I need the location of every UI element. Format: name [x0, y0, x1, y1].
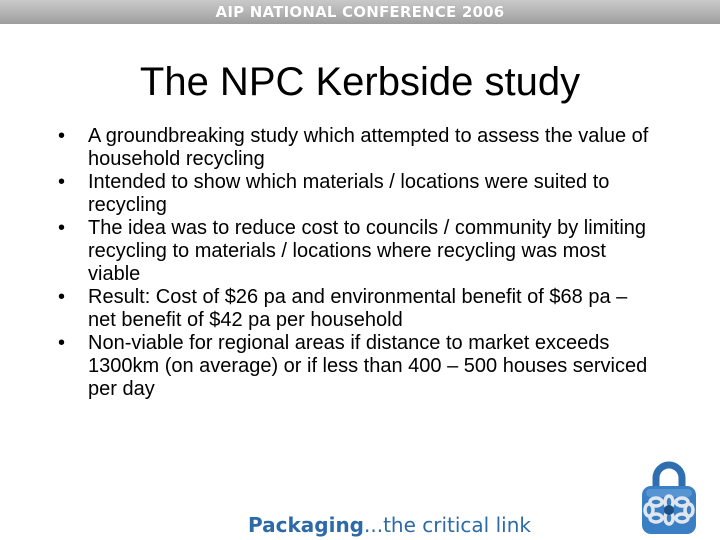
- bullet-text: The idea was to reduce cost to councils / community by limiting recycling to materials / locations where recycling was most viable: [88, 217, 647, 285]
- conference-banner-title: AIP NATIONAL CONFERENCE 2006: [215, 3, 505, 21]
- padlock-chain-icon: [634, 458, 704, 538]
- bullet-item: [56, 217, 656, 286]
- bullet-marker: •: [58, 217, 66, 239]
- bullet-text: Result: Cost of $26 pa and environmental benefit of $68 pa – net benefit of $42 pa per household: [88, 286, 628, 331]
- bullet-marker: •: [58, 171, 66, 193]
- bullet-marker: •: [58, 125, 66, 147]
- bullet-item: [56, 332, 656, 401]
- bullet-text: Intended to show which materials / locations were suited to recycling: [88, 171, 610, 216]
- bullet-item: [56, 171, 656, 217]
- bullet-marker: •: [58, 332, 66, 354]
- tagline-bold: Packaging: [248, 513, 364, 537]
- footer-tagline: [248, 513, 531, 537]
- tagline-rest: ...the critical link: [364, 513, 531, 537]
- bullet-text: A groundbreaking study which attempted to assess the value of household recycling: [88, 125, 649, 170]
- bullet-list: [56, 125, 656, 401]
- bullet-item: [56, 125, 656, 171]
- slide-title: The NPC Kerbside study: [139, 60, 581, 104]
- bullet-text: Non-viable for regional areas if distance to market exceeds 1300km (on average) or if less than 400 – 500 houses serviced per day: [88, 332, 648, 400]
- bullet-item: [56, 286, 656, 332]
- bullet-marker: •: [58, 286, 66, 308]
